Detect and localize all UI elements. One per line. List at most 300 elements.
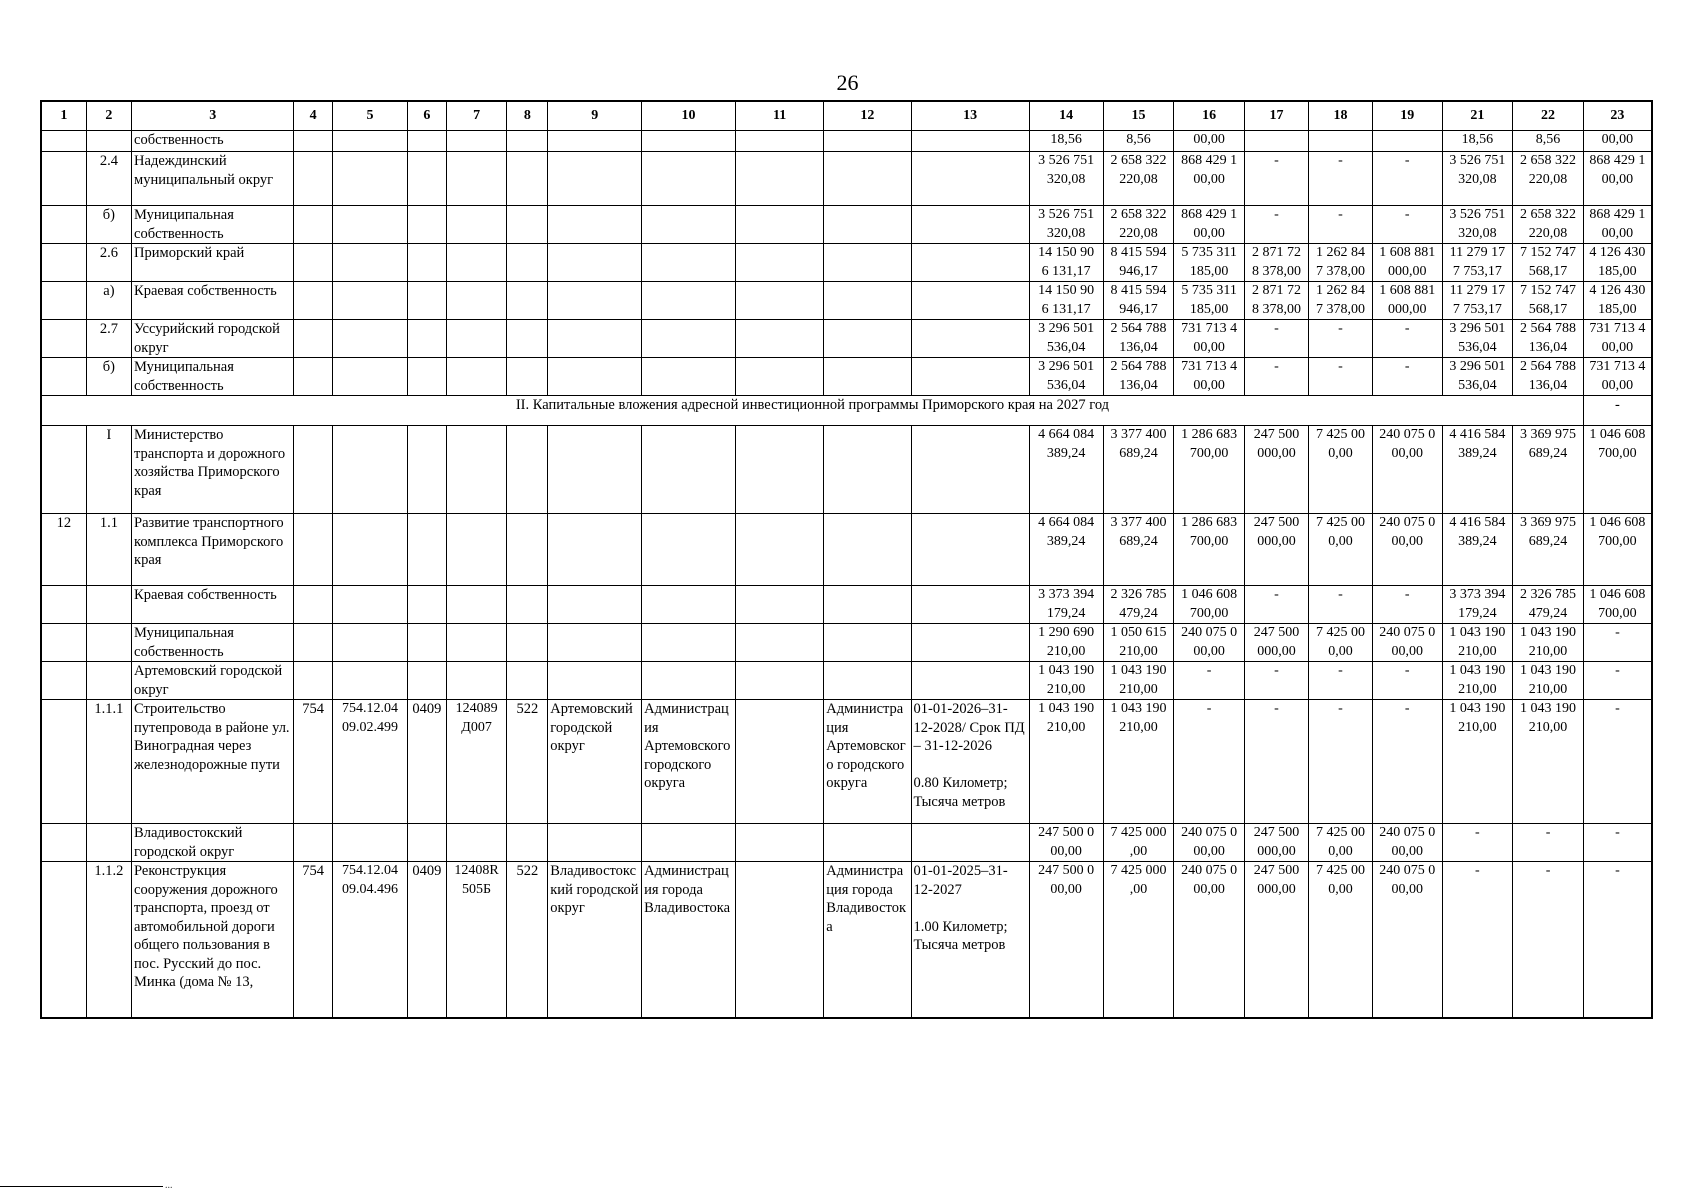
column-header: 3 [132, 101, 294, 131]
table-cell [824, 131, 911, 152]
table-cell: 0409 [408, 700, 447, 824]
table-cell [735, 586, 823, 624]
table-cell [446, 586, 507, 624]
table-cell: 0409 [408, 862, 447, 1018]
table-cell: 1 043 190 210,00 [1029, 662, 1103, 700]
table-cell: Администрация Артемовского городского округа [642, 700, 736, 824]
table-cell: 7 425 000 ,00 [1103, 862, 1174, 1018]
table-cell [911, 206, 1029, 244]
table-cell [294, 514, 333, 586]
table-cell: Администрация Артемовского городского округа [824, 700, 911, 824]
table-cell: 731 713 4 00,00 [1583, 358, 1652, 396]
table-cell [642, 282, 736, 320]
table-cell [824, 586, 911, 624]
table-cell: 868 429 1 00,00 [1174, 206, 1245, 244]
table-cell [735, 320, 823, 358]
table-cell [446, 358, 507, 396]
table-cell: 240 075 0 00,00 [1372, 624, 1442, 662]
table-cell [41, 320, 86, 358]
table-cell: 2 564 788 136,04 [1103, 358, 1174, 396]
table-cell [735, 358, 823, 396]
table-cell: Развитие транспортного комплекса Приморского края [132, 514, 294, 586]
table-cell [824, 624, 911, 662]
table-cell [824, 244, 911, 282]
table-cell [86, 662, 131, 700]
table-cell: 14 150 90 6 131,17 [1029, 282, 1103, 320]
table-cell [548, 152, 642, 206]
table-cell: 1 043 190 210,00 [1103, 662, 1174, 700]
table-cell: 1.1.2 [86, 862, 131, 1018]
table-cell: б) [86, 206, 131, 244]
table-cell: 2 871 72 8 378,00 [1244, 282, 1308, 320]
table-cell: Приморский край [132, 244, 294, 282]
table-row [41, 426, 1652, 514]
table-cell: Владивостокский городской округ [548, 862, 642, 1018]
column-header: 12 [824, 101, 911, 131]
table-cell [735, 662, 823, 700]
table-cell [642, 358, 736, 396]
table-cell: 2.7 [86, 320, 131, 358]
table-cell: 4 664 084 389,24 [1029, 426, 1103, 514]
table-cell: - [1244, 700, 1308, 824]
table-cell [824, 662, 911, 700]
table-cell: - [1174, 662, 1245, 700]
table-cell [1372, 131, 1442, 152]
table-cell: 14 150 90 6 131,17 [1029, 244, 1103, 282]
table-cell [332, 244, 407, 282]
table-cell: 247 500 000,00 [1244, 514, 1308, 586]
table-cell [824, 514, 911, 586]
table-cell [332, 824, 407, 862]
table-cell: 8,56 [1103, 131, 1174, 152]
table-cell: 01-01-2026–31-12-2028/ Срок ПД – 31-12-2026 0.80 Километр; Тысяча метров [911, 700, 1029, 824]
table-cell: 1 043 190 210,00 [1103, 700, 1174, 824]
table-cell: 1 043 190 210,00 [1442, 662, 1513, 700]
table-cell: Уссурийский городской округ [132, 320, 294, 358]
table-cell: 240 075 0 00,00 [1372, 862, 1442, 1018]
table-cell: 522 [507, 862, 548, 1018]
table-cell [408, 358, 447, 396]
table-cell: 247 500 0 00,00 [1029, 824, 1103, 862]
table-cell: 2 564 788 136,04 [1103, 320, 1174, 358]
table-cell: - [1244, 586, 1308, 624]
table-header-row [41, 101, 1652, 131]
table-row [41, 244, 1652, 282]
table-cell: 754 [294, 700, 333, 824]
column-header: 5 [332, 101, 407, 131]
table-cell: Краевая собственность [132, 282, 294, 320]
table-cell [294, 662, 333, 700]
table-cell: 3 377 400 689,24 [1103, 426, 1174, 514]
column-header: 13 [911, 101, 1029, 131]
table-cell: 247 500 000,00 [1244, 862, 1308, 1018]
table-cell: 3 369 975 689,24 [1513, 514, 1584, 586]
table-cell: - [1308, 206, 1372, 244]
table-cell: Владивостокский городской округ [132, 824, 294, 862]
table-cell [642, 624, 736, 662]
table-cell: - [1308, 586, 1372, 624]
table-row [41, 862, 1652, 1018]
table-cell [735, 862, 823, 1018]
table-cell: - [1583, 862, 1652, 1018]
table-cell: 1 043 190 210,00 [1442, 700, 1513, 824]
table-cell [41, 206, 86, 244]
table-cell: 3 373 394 179,24 [1029, 586, 1103, 624]
table-cell: 240 075 0 00,00 [1372, 514, 1442, 586]
table-cell: - [1244, 662, 1308, 700]
table-cell: 3 296 501 536,04 [1442, 358, 1513, 396]
column-header: 10 [642, 101, 736, 131]
table-cell [332, 320, 407, 358]
footnote-divider [0, 1186, 163, 1187]
table-cell [408, 824, 447, 862]
table-row [41, 662, 1652, 700]
table-cell: - [1244, 152, 1308, 206]
table-cell [735, 206, 823, 244]
table-cell [911, 514, 1029, 586]
table-cell [294, 426, 333, 514]
table-cell [507, 586, 548, 624]
table-cell [735, 700, 823, 824]
table-cell: 3 526 751 320,08 [1442, 206, 1513, 244]
table-cell: собственность [132, 131, 294, 152]
table-cell [294, 320, 333, 358]
table-cell: - [1372, 662, 1442, 700]
table-cell: 1 608 881 000,00 [1372, 282, 1442, 320]
table-cell [332, 206, 407, 244]
table-cell [86, 624, 131, 662]
column-header: 14 [1029, 101, 1103, 131]
table-cell: 2 658 322 220,08 [1513, 152, 1584, 206]
table-cell [294, 358, 333, 396]
table-cell [507, 624, 548, 662]
table-cell: Муниципальная собственность [132, 358, 294, 396]
table-cell [548, 514, 642, 586]
table-cell: 7 425 00 0,00 [1308, 824, 1372, 862]
table-cell: - [1308, 358, 1372, 396]
table-cell: Министерство транспорта и дорожного хозяйства Приморского края [132, 426, 294, 514]
table-cell: - [1372, 586, 1442, 624]
table-cell [41, 662, 86, 700]
section-title: II. Капитальные вложения адресной инвестиционной программы Приморского края на 2027 год [41, 396, 1583, 426]
table-cell: 240 075 0 00,00 [1372, 426, 1442, 514]
table-cell [824, 824, 911, 862]
table-cell [507, 824, 548, 862]
table-row [41, 152, 1652, 206]
table-cell: - [1583, 700, 1652, 824]
table-cell: 11 279 17 7 753,17 [1442, 244, 1513, 282]
table-cell [548, 824, 642, 862]
table-cell: 731 713 4 00,00 [1174, 358, 1245, 396]
table-cell: 3 296 501 536,04 [1029, 320, 1103, 358]
table-cell [408, 662, 447, 700]
table-cell: 868 429 1 00,00 [1583, 152, 1652, 206]
table-cell: - [1583, 824, 1652, 862]
table-cell [911, 320, 1029, 358]
table-cell: 8 415 594 946,17 [1103, 282, 1174, 320]
table-row [41, 586, 1652, 624]
table-cell: 240 075 0 00,00 [1372, 824, 1442, 862]
table-cell: 3 373 394 179,24 [1442, 586, 1513, 624]
table-cell [446, 624, 507, 662]
table-cell: 2.4 [86, 152, 131, 206]
table-row [41, 206, 1652, 244]
table-cell [911, 662, 1029, 700]
column-header: 23 [1583, 101, 1652, 131]
table-cell [735, 152, 823, 206]
table-cell: 731 713 4 00,00 [1174, 320, 1245, 358]
table-cell [824, 282, 911, 320]
investment-table [40, 100, 1653, 1019]
table-cell [735, 514, 823, 586]
table-cell [911, 586, 1029, 624]
table-cell: 247 500 0 00,00 [1029, 862, 1103, 1018]
table-cell: 1 286 683 700,00 [1174, 426, 1245, 514]
table-cell [294, 586, 333, 624]
table-cell: - [1372, 320, 1442, 358]
table-cell: I [86, 426, 131, 514]
table-cell: - [1372, 700, 1442, 824]
column-header: 19 [1372, 101, 1442, 131]
table-cell: 731 713 4 00,00 [1583, 320, 1652, 358]
table-cell: 868 429 1 00,00 [1174, 152, 1245, 206]
table-cell: 3 377 400 689,24 [1103, 514, 1174, 586]
table-cell: 240 075 0 00,00 [1174, 862, 1245, 1018]
table-cell: 1 043 190 210,00 [1513, 662, 1584, 700]
table-cell: 1 043 190 210,00 [1513, 700, 1584, 824]
table-cell [41, 282, 86, 320]
table-cell [507, 358, 548, 396]
table-cell: 4 126 430 185,00 [1583, 244, 1652, 282]
table-cell [446, 662, 507, 700]
table-cell [642, 131, 736, 152]
table-cell: - [1372, 358, 1442, 396]
table-cell [332, 131, 407, 152]
table-cell [41, 700, 86, 824]
table-cell [548, 624, 642, 662]
table-row [41, 282, 1652, 320]
table-cell: - [1308, 662, 1372, 700]
table-cell [408, 426, 447, 514]
table-cell: 7 425 00 0,00 [1308, 514, 1372, 586]
footnote-mark: ... [165, 1180, 173, 1191]
table-cell [824, 320, 911, 358]
table-cell [332, 624, 407, 662]
table-cell [446, 206, 507, 244]
column-header: 21 [1442, 101, 1513, 131]
table-cell [642, 824, 736, 862]
table-cell [507, 426, 548, 514]
table-cell [408, 131, 447, 152]
table-cell: Муниципальная собственность [132, 624, 294, 662]
table-cell: - [1583, 662, 1652, 700]
table-cell [41, 586, 86, 624]
table-cell [507, 320, 548, 358]
table-cell [41, 824, 86, 862]
table-cell: 1 046 608 700,00 [1583, 514, 1652, 586]
table-cell [446, 282, 507, 320]
table-cell: 522 [507, 700, 548, 824]
table-row [41, 824, 1652, 862]
table-cell: 3 526 751 320,08 [1029, 206, 1103, 244]
table-cell [294, 244, 333, 282]
table-cell: 2 658 322 220,08 [1513, 206, 1584, 244]
table-cell [735, 244, 823, 282]
table-cell: 2 658 322 220,08 [1103, 152, 1174, 206]
table-row [41, 320, 1652, 358]
column-header: 11 [735, 101, 823, 131]
table-cell: - [1308, 700, 1372, 824]
table-cell: 124089 Д007 [446, 700, 507, 824]
table-cell [86, 824, 131, 862]
section-row [41, 396, 1652, 426]
table-cell [41, 131, 86, 152]
table-cell: 7 425 000 ,00 [1103, 824, 1174, 862]
table-cell [911, 282, 1029, 320]
table-cell [408, 244, 447, 282]
table-cell [332, 282, 407, 320]
column-header: 6 [408, 101, 447, 131]
column-header: 2 [86, 101, 131, 131]
table-cell [294, 824, 333, 862]
table-cell: 4 126 430 185,00 [1583, 282, 1652, 320]
table-cell: 3 526 751 320,08 [1029, 152, 1103, 206]
column-header: 9 [548, 101, 642, 131]
table-cell [735, 282, 823, 320]
table-cell [735, 426, 823, 514]
table-cell [408, 514, 447, 586]
table-cell: 7 425 00 0,00 [1308, 624, 1372, 662]
table-cell [824, 358, 911, 396]
column-header: 4 [294, 101, 333, 131]
table-cell: 240 075 0 00,00 [1174, 624, 1245, 662]
table-cell: 247 500 000,00 [1244, 624, 1308, 662]
table-cell: 12 [41, 514, 86, 586]
table-row [41, 700, 1652, 824]
table-cell: 1 046 608 700,00 [1583, 586, 1652, 624]
table-cell: - [1308, 152, 1372, 206]
table-cell [446, 244, 507, 282]
table-cell: 4 416 584 389,24 [1442, 426, 1513, 514]
table-cell [294, 282, 333, 320]
table-cell [332, 514, 407, 586]
table-cell: 247 500 000,00 [1244, 426, 1308, 514]
column-header: 15 [1103, 101, 1174, 131]
table-cell [294, 206, 333, 244]
table-cell: - [1174, 700, 1245, 824]
section-last-cell: - [1583, 396, 1652, 426]
column-header: 18 [1308, 101, 1372, 131]
table-cell [446, 131, 507, 152]
table-cell: 7 425 00 0,00 [1308, 862, 1372, 1018]
table-cell: 1.1 [86, 514, 131, 586]
table-cell [332, 426, 407, 514]
table-cell: 754 [294, 862, 333, 1018]
table-cell [408, 320, 447, 358]
table-cell [507, 514, 548, 586]
table-cell [735, 624, 823, 662]
table-row [41, 624, 1652, 662]
table-cell [911, 152, 1029, 206]
table-row [41, 131, 1652, 152]
table-cell [642, 426, 736, 514]
table-cell [507, 206, 548, 244]
table-cell [735, 131, 823, 152]
table-cell: 3 526 751 320,08 [1442, 152, 1513, 206]
table-cell [41, 624, 86, 662]
table-cell: Реконструкция сооружения дорожного транспорта, проезд от автомобильной дороги общего пользования в пос. Русский до пос. Минка (дома № 13, [132, 862, 294, 1018]
table-cell [642, 206, 736, 244]
table-cell [41, 426, 86, 514]
table-cell [911, 624, 1029, 662]
table-cell: 1 608 881 000,00 [1372, 244, 1442, 282]
table-cell [911, 131, 1029, 152]
table-cell: - [1244, 358, 1308, 396]
table-cell: 01-01-2025–31-12-2027 1.00 Километр; Тысяча метров [911, 862, 1029, 1018]
column-header: 22 [1513, 101, 1584, 131]
table-cell: 8,56 [1513, 131, 1584, 152]
table-cell: 1 262 84 7 378,00 [1308, 282, 1372, 320]
table-cell [86, 586, 131, 624]
table-cell: Администрация города Владивостока [824, 862, 911, 1018]
table-cell: - [1442, 862, 1513, 1018]
table-cell: 2 871 72 8 378,00 [1244, 244, 1308, 282]
table-cell: 4 664 084 389,24 [1029, 514, 1103, 586]
table-cell: 3 369 975 689,24 [1513, 426, 1584, 514]
table-cell: - [1308, 320, 1372, 358]
table-cell: Администрация города Владивостока [642, 862, 736, 1018]
table-cell: 3 296 501 536,04 [1029, 358, 1103, 396]
table-cell: - [1513, 824, 1584, 862]
table-cell [1308, 131, 1372, 152]
table-cell [332, 662, 407, 700]
table-cell [911, 358, 1029, 396]
table-cell [507, 244, 548, 282]
table-cell [41, 358, 86, 396]
table-body [41, 131, 1652, 1018]
table-cell: 7 425 00 0,00 [1308, 426, 1372, 514]
table-cell: 1 043 190 210,00 [1513, 624, 1584, 662]
table-cell [824, 426, 911, 514]
table-cell: 1 290 690 210,00 [1029, 624, 1103, 662]
table-cell [408, 282, 447, 320]
column-header: 17 [1244, 101, 1308, 131]
table-cell [642, 320, 736, 358]
table-cell [294, 131, 333, 152]
table-cell [824, 152, 911, 206]
table-cell [41, 244, 86, 282]
table-cell [408, 586, 447, 624]
table-cell: 1 046 608 700,00 [1583, 426, 1652, 514]
table-cell [642, 514, 736, 586]
table-cell: 7 152 747 568,17 [1513, 244, 1584, 282]
table-cell [1244, 131, 1308, 152]
table-cell: 2 658 322 220,08 [1103, 206, 1174, 244]
table-cell: 1 043 190 210,00 [1029, 700, 1103, 824]
table-cell [642, 586, 736, 624]
page-number: 26 [836, 70, 859, 95]
table-cell: 1 286 683 700,00 [1174, 514, 1245, 586]
table-cell [294, 624, 333, 662]
table-cell: а) [86, 282, 131, 320]
table-cell [41, 152, 86, 206]
table-cell: 3 296 501 536,04 [1442, 320, 1513, 358]
table-cell [507, 282, 548, 320]
table-cell: - [1513, 862, 1584, 1018]
table-cell: 5 735 311 185,00 [1174, 244, 1245, 282]
table-cell [911, 244, 1029, 282]
table-cell: 2 326 785 479,24 [1103, 586, 1174, 624]
